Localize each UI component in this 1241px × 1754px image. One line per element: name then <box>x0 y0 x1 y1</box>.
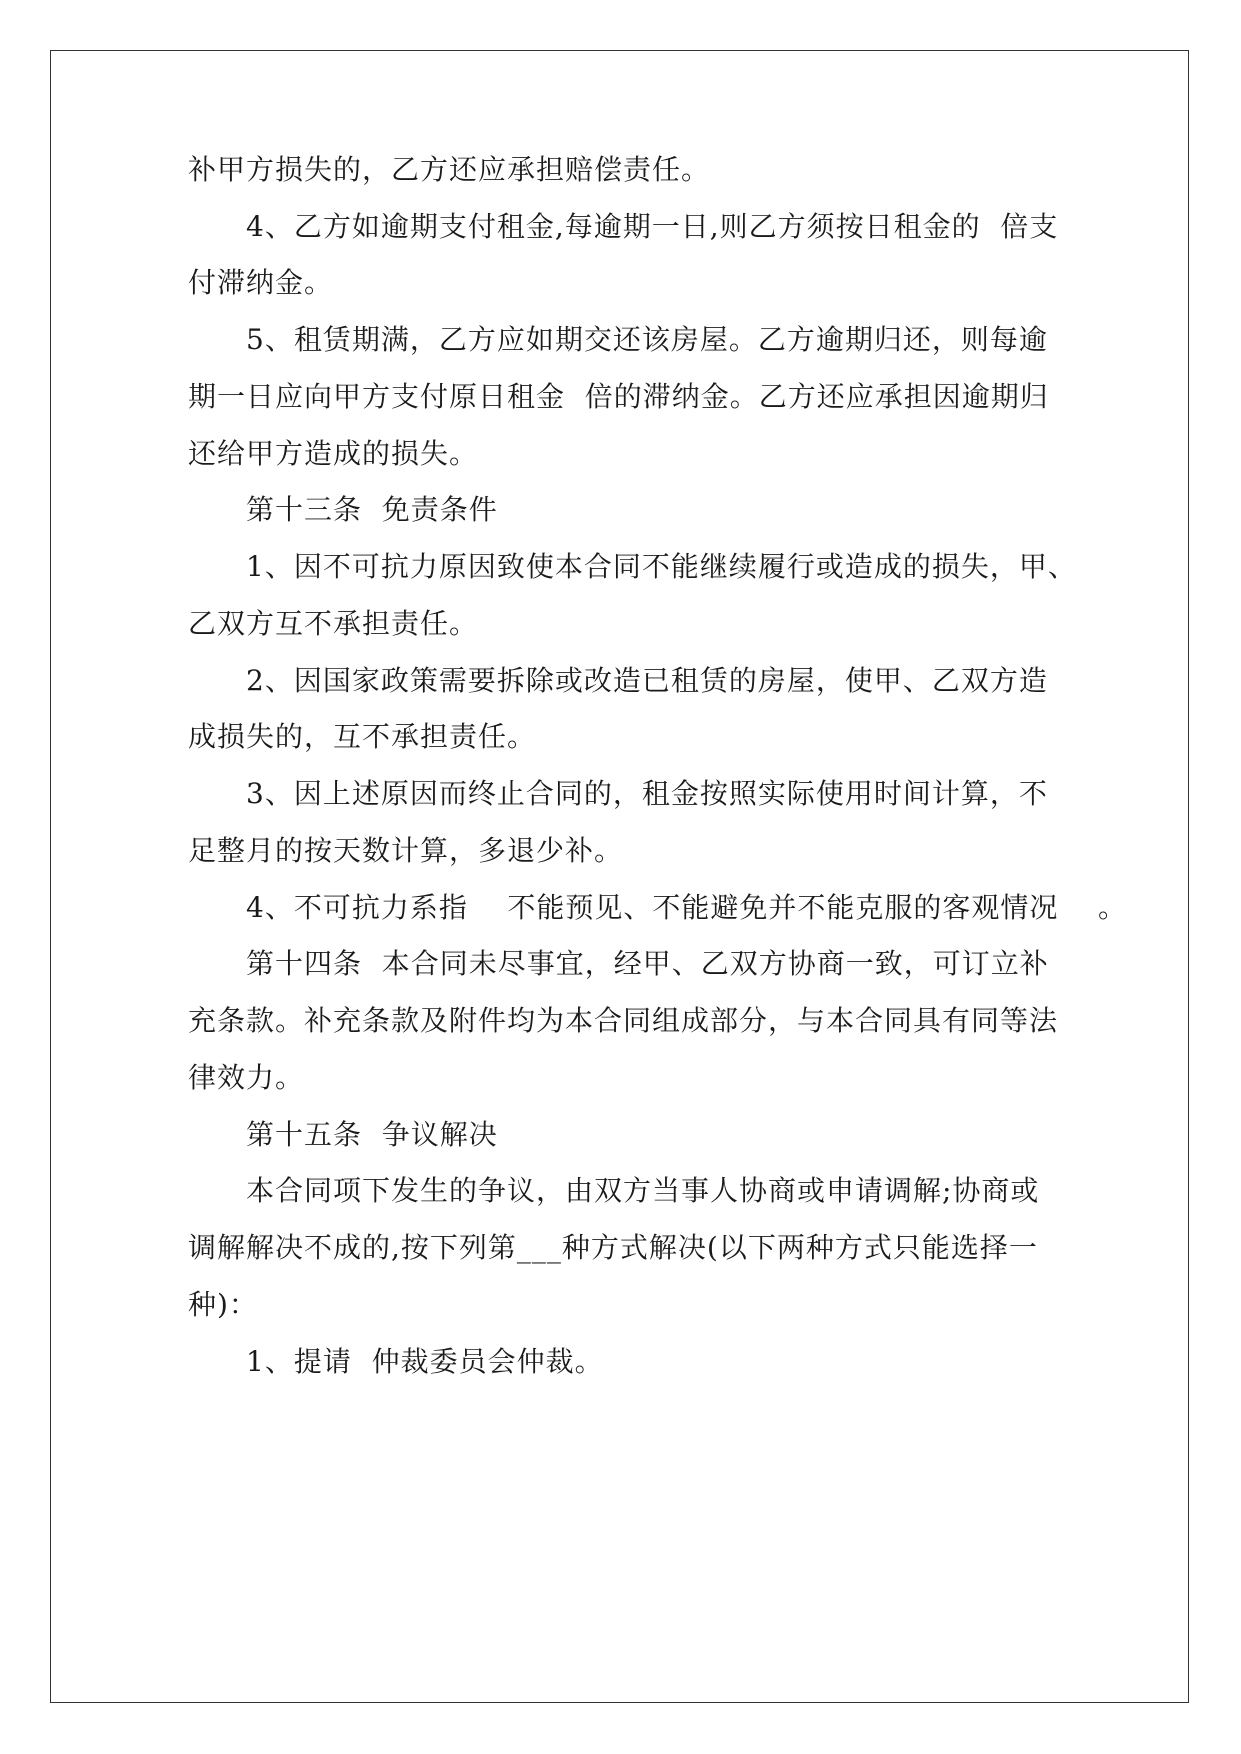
section-heading: 第十四条 本合同未尽事宜，经甲、乙双方协商一致，可订立补 <box>246 947 1049 980</box>
paragraph-line: 还给甲方造成的损失。 <box>188 437 479 470</box>
paragraph-line: 种)： <box>188 1288 258 1321</box>
paragraph-line: 补甲方损失的，乙方还应承担赔偿责任。 <box>188 153 711 186</box>
paragraph-line: 1、因不可抗力原因致使本合同不能继续履行或造成的损失，甲、 <box>246 550 1077 583</box>
paragraph-line: 充条款。补充条款及附件均为本合同组成部分，与本合同具有同等法 <box>188 1004 1059 1037</box>
paragraph-line: 足整月的按天数计算，多退少补。 <box>188 834 624 867</box>
paragraph-line: 乙双方互不承担责任。 <box>188 607 479 640</box>
paragraph-line: 4、乙方如逾期支付租金,每逾期一日,则乙方须按日租金的 倍支 <box>246 210 1059 243</box>
paragraph-line: 付滞纳金。 <box>188 266 334 299</box>
paragraph-line: 5、租赁期满，乙方应如期交还该房屋。乙方逾期归还，则每逾 <box>246 323 1048 356</box>
paragraph-line: 成损失的，互不承担责任。 <box>188 720 537 753</box>
paragraph-line: 调解解决不成的,按下列第___种方式解决(以下两种方式只能选择一 <box>188 1231 1038 1264</box>
paragraph-line: 律效力。 <box>188 1061 305 1094</box>
paragraph-line: 1、提请 仲裁委员会仲裁。 <box>246 1345 604 1378</box>
paragraph-line: 本合同项下发生的争议，由双方当事人协商或申请调解;协商或 <box>246 1174 1040 1207</box>
paragraph-line: 4、不可抗力系指 不能预见、不能避免并不能克服的客观情况 。 <box>246 891 1128 924</box>
section-heading: 第十五条 争议解决 <box>246 1118 498 1151</box>
paragraph-line: 期一日应向甲方支付原日租金 倍的滞纳金。乙方还应承担因逾期归 <box>188 380 1049 413</box>
paragraph-line: 2、因国家政策需要拆除或改造已租赁的房屋，使甲、乙双方造 <box>246 664 1048 697</box>
section-heading: 第十三条 免责条件 <box>246 493 498 526</box>
paragraph-line: 3、因上述原因而终止合同的，租金按照实际使用时间计算，不 <box>246 777 1048 810</box>
